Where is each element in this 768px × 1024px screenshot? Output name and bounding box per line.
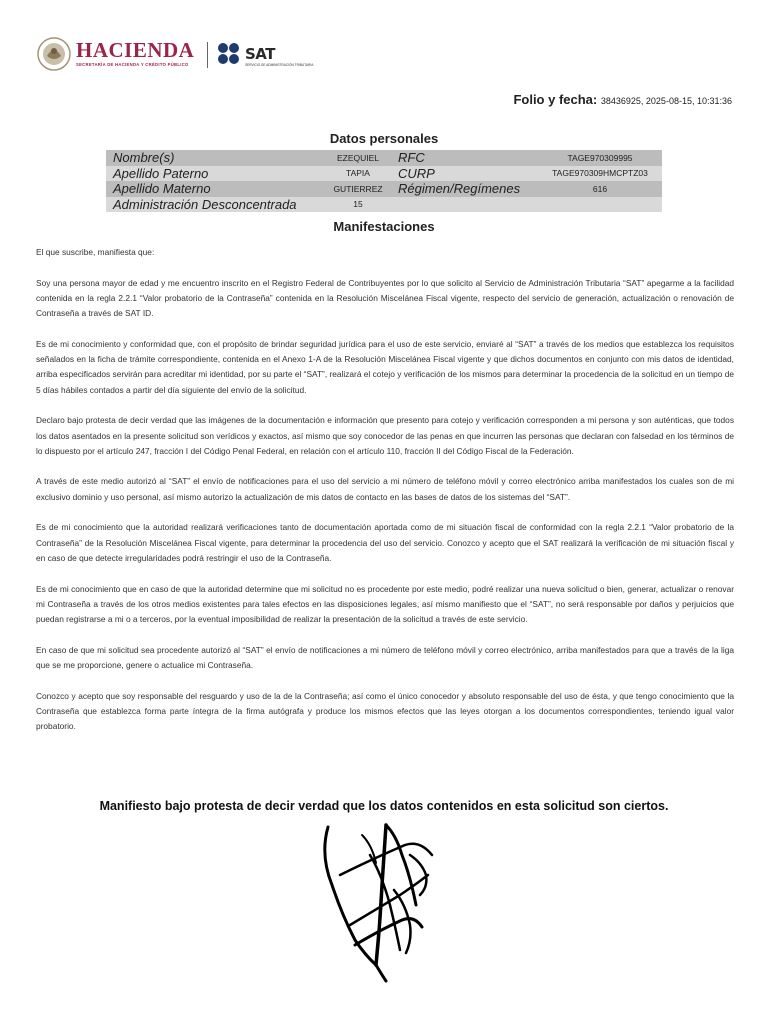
paragraph: Es de mi conocimiento que en caso de que la autoridad determine que mi solicitud no es procedente por este medio, podré realizar una nueva solicitud o bien, generar, actualizar o renovar mi Contraseña a través de los otros medios existentes para tales efectos en las disposiciones legales, así mismo manifiesto que el “SAT”, no será responsable por daños y perjuicios que puedan registrarse a mi o a terceros, por la eventual imposibilidad de realizar la presentación de la solicitud a través de este servicio. xyxy=(36,583,734,625)
field-label: Apellido Paterno xyxy=(113,165,209,181)
folio-line xyxy=(513,92,732,107)
field-label: Nombre(s) xyxy=(113,150,175,166)
document-header xyxy=(36,36,356,76)
hacienda-logo-subtitle: SECRETARÍA DE HACIENDA Y CRÉDITO PÚBLICO xyxy=(76,62,189,67)
handwritten-signature-icon xyxy=(310,815,450,985)
paragraph: Declaro bajo protesta de decir verdad que las imágenes de la documentación e información que presento para cotejo y verificación corresponden a mi persona y son auténticas, que todos los datos asentados en la presente solicitud son verídicos y exactos, así mismo que soy conocedor de las penas en que incurren las personas que declaran con falsedad en los términos de lo dispuesto por el artículo 247, fracción I del Código Penal Federal, en relación con el artículo 110, fracción II del Código Fiscal de la Federación. xyxy=(36,415,734,456)
manifestations-title: Manifestaciones xyxy=(333,219,435,234)
manifestations-body xyxy=(36,245,734,750)
paragraph: Soy una persona mayor de edad y me encuentro inscrito en el Registro Federal de Contribuyentes por lo que solicito al Servicio de Administración Tributaria “SAT” apegarme a la facilidad contenida en la regla 2.2.1 “Valor probatorio de la Contraseña” contenida en la Resolución Miscelánea Fiscal vigente, respecto del servicio de generación, actualización o renovación de Contraseña a través de SAT ID. xyxy=(36,277,734,319)
field-value: TAGE970309995 xyxy=(567,152,633,163)
paragraph: En caso de que mi solicitud sea procedente autorizó al “SAT” el envío de notificaciones a mi número de teléfono móvil y correo electrónico, arriba manifestados para que a través de la liga que se me proporcione, genere o actualice mi Contraseña. xyxy=(36,644,734,671)
field-label: Apellido Materno xyxy=(113,181,211,197)
field-label: RFC xyxy=(398,150,425,166)
declaration-statement: Manifiesto bajo protesta de decir verdad que los datos contenidos en esta solicitud son ciertos. xyxy=(99,799,669,813)
table-row xyxy=(106,197,662,213)
sat-logo-text: SAT xyxy=(245,45,275,63)
table-row xyxy=(106,150,662,166)
table-row xyxy=(106,181,662,197)
sat-logo-icon xyxy=(217,42,243,68)
folio-value: 38436925, 2025-08-15, 10:31:36 xyxy=(600,96,732,106)
paragraph: El que suscribe, manifiesta que: xyxy=(36,247,155,257)
field-value: EZEQUIEL xyxy=(336,152,380,163)
personal-data-title: Datos personales xyxy=(329,131,439,146)
table-row xyxy=(106,166,662,182)
field-label: CURP xyxy=(398,165,435,181)
paragraph: Conozco y acepto que soy responsable del resguardo y uso de la de la Contraseña; así como el único conocedor y absoluto responsable del uso de ésta, y que tengo conocimiento que la Contraseña que establezca forma parte íntegra de la firma autógrafa y produce los mismos efectos que las leyes otorgan a los documentos correspondientes, teniendo igual valor probatorio. xyxy=(36,690,734,732)
field-label: Régimen/Regímenes xyxy=(398,181,521,197)
logo-divider xyxy=(207,42,208,68)
paragraph: Es de mi conocimiento que la autoridad realizará verificaciones tanto de documentación aportada como de mi situación fiscal de conformidad con la regla 2.2.1 “Valor probatorio de la Contraseña” de la Resolución Miscelánea Fiscal vigente, para determinar la procedencia del uso del servicio. Conozco y acepto que el SAT realizará la verificación de mi situación fiscal y en caso de que detecte irregularidades podrá restringir el uso de la Contraseña. xyxy=(36,522,734,563)
field-value: TAPIA xyxy=(346,168,370,179)
paragraph: A través de este medio autorizó al “SAT” el envío de notificaciones para el uso del servicio a mi número de teléfono móvil y correo electrónico arriba manifestados los cuales son de mi exclusivo dominio y uso personal, así mismo autorizo la actualización de mis datos de contacto en las bases de datos de los sistemas del “SAT”. xyxy=(36,476,734,502)
field-value: 616 xyxy=(592,183,608,194)
coat-of-arms-icon xyxy=(36,36,72,72)
paragraph: Es de mi conocimiento y conformidad que, con el propósito de brindar seguridad jurídica para el uso de este servicio, enviaré al “SAT” a través de los medios que establezca los requisitos señalados en la ficha de trámite correspondiente, contenida en el Anexo 1-A de la Resolución Miscelánea Fiscal vigente y que dichos documentos en conjunto con mis datos de identidad, arriba especificados servirán para acreditar mi identidad, por su parte el “SAT”, realizará el cotejo y verificación de los mismos para determinar la procedencia de la solicitud en un tiempo de 5 días hábiles contados a partir del día siguiente del envío de la solicitud. xyxy=(36,338,734,395)
sat-logo-subtitle: SERVICIO DE ADMINISTRACIÓN TRIBUTARIA xyxy=(245,63,314,67)
field-value: TAGE970309HMCPTZ03 xyxy=(552,168,648,179)
field-label: Administración Desconcentrada xyxy=(113,196,297,212)
field-value: GUTIERREZ xyxy=(333,183,383,194)
field-value: 15 xyxy=(353,199,363,210)
personal-data-table xyxy=(106,150,662,212)
hacienda-logo-text: HACIENDA xyxy=(76,38,195,62)
folio-label: Folio y fecha: xyxy=(513,92,598,107)
